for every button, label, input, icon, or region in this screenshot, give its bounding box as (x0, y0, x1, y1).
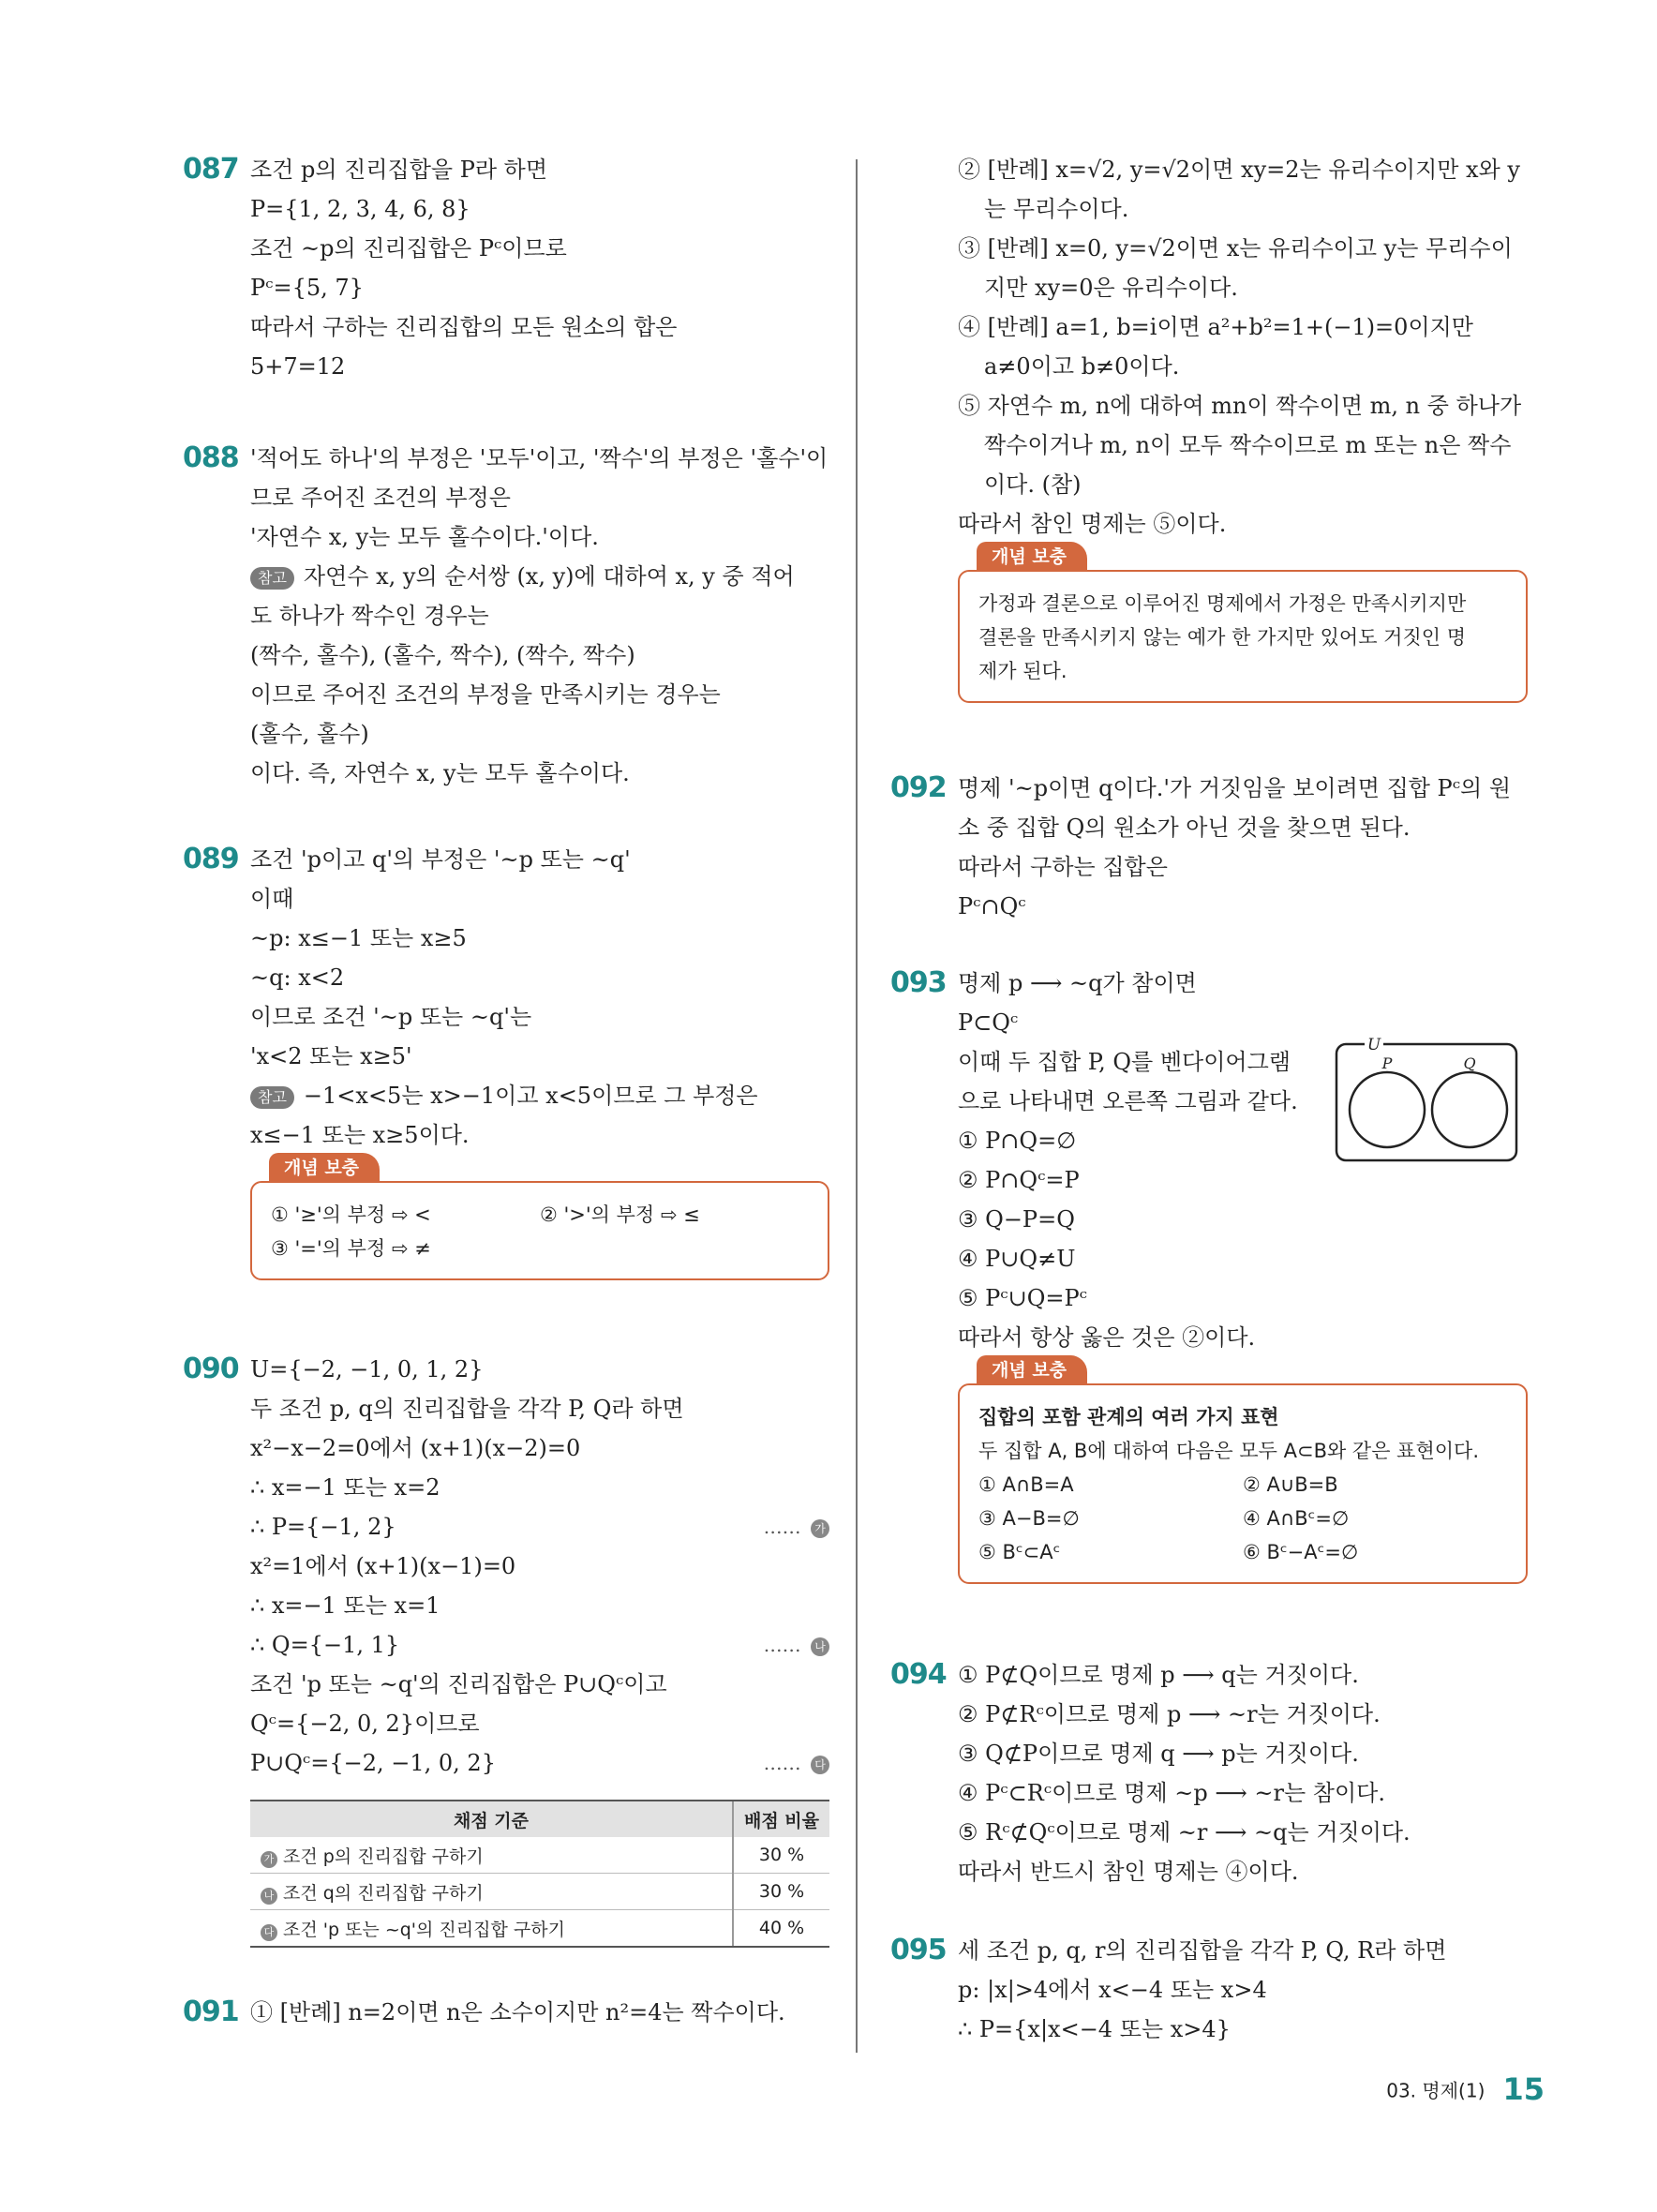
text-line: ⑤ Rᶜ⊄Qᶜ이므로 명제 ~r ⟶ ~q는 거짓이다. (958, 1819, 1411, 1846)
text-line: 으로 나타내면 오른쪽 그림과 같다. (958, 1088, 1298, 1114)
text-line: 이므로 조건 '~p 또는 ~q'는 (250, 1004, 532, 1030)
box-heading: 집합의 포함 관계의 여러 가지 표현 (978, 1406, 1279, 1428)
step-marker: …… 나 (764, 1625, 829, 1665)
problem-087 (183, 150, 829, 386)
problem-number: 093 (890, 966, 947, 999)
box-item: ③ A−B=∅ (978, 1507, 1080, 1530)
text-line: ∴ P={x|x<−4 또는 x>4} (958, 2016, 1231, 2042)
page-number: 15 (1502, 2071, 1545, 2107)
text-line: ③ Q⊄P이므로 명제 q ⟶ p는 거짓이다. (958, 1741, 1359, 1767)
marker-circle: 다 (261, 1924, 277, 1941)
text-line: 따라서 항상 옳은 것은 ②이다. (958, 1324, 1256, 1351)
step-marker: …… 가 (764, 1507, 829, 1547)
problem-091-continued (890, 150, 1528, 703)
text-line: 이때 두 집합 P, Q를 벤다이어그램 (958, 1049, 1291, 1075)
criterion-text: 조건 'p 또는 ~q'의 진리집합 구하기 (283, 1919, 565, 1940)
problem-number: 095 (890, 1934, 947, 1966)
text-line: 조건 'p이고 q'의 부정은 '~p 또는 ~q' (250, 846, 631, 873)
box-item: ① '≥'의 부정 ⇨ < (271, 1203, 431, 1226)
text-line: 'x<2 또는 x≥5' (250, 1043, 412, 1069)
reference-badge: 참고 (250, 1086, 294, 1109)
text-line: ① [반례] n=2이면 n은 소수이지만 n²=4는 짝수이다. (250, 1999, 785, 2025)
box-item: ⑥ Bᶜ−Aᶜ=∅ (1243, 1541, 1359, 1563)
page-footer (1386, 2071, 1545, 2107)
reference-line (250, 1076, 829, 1115)
text-line: 지만 xy=0은 유리수이다. (984, 275, 1238, 301)
table-row (250, 1837, 829, 1874)
box-item: ② '>'의 부정 ⇨ ≤ (540, 1203, 700, 1226)
box-item: ④ A∩Bᶜ=∅ (1243, 1507, 1350, 1530)
marker-circle: 나 (811, 1637, 829, 1656)
text-line: 소 중 집합 Q의 원소가 아닌 것을 찾으면 된다. (958, 815, 1411, 841)
text-line: ① P∩Q=∅ (958, 1128, 1077, 1154)
scoring-table (250, 1800, 829, 1948)
concept-box (958, 1360, 1528, 1584)
venn-label-p: P (1381, 1054, 1393, 1072)
text-line: 짝수이거나 m, n이 모두 짝수이므로 m 또는 n은 짝수 (984, 432, 1512, 458)
text-line: 이때 (250, 886, 294, 912)
concept-box-label: 개념 보충 (269, 1153, 380, 1183)
text-line: Pᶜ∩Qᶜ (958, 893, 1026, 919)
text-line: −1<x<5는 x>−1이고 x<5이므로 그 부정은 (303, 1083, 758, 1109)
text-line: 이다. 즉, 자연수 x, y는 모두 홀수이다. (250, 760, 630, 786)
text-line: '적어도 하나'의 부정은 '모두'이고, '짝수'의 부정은 '홀수'이 (250, 445, 828, 471)
text-line: 명제 '~p이면 q이다.'가 거짓임을 보이려면 집합 Pᶜ의 원 (958, 775, 1512, 801)
concept-box-label: 개념 보충 (977, 542, 1087, 572)
table-cell (250, 1837, 733, 1874)
problem-number: 089 (183, 843, 239, 875)
column-divider (856, 159, 858, 2053)
text-line: ∴ Q={−1, 1} (250, 1632, 400, 1658)
marker-circle: 가 (811, 1519, 829, 1538)
text-line: ④ P∪Q≠U (958, 1246, 1076, 1272)
text-line: Pᶜ={5, 7} (250, 275, 364, 301)
text-line: P∪Qᶜ={−2, −1, 0, 2} (250, 1750, 496, 1776)
problem-number: 087 (183, 153, 239, 186)
text-line: U={−2, −1, 0, 1, 2} (250, 1356, 484, 1382)
text-line: 따라서 참인 명제는 ⑤이다. (958, 511, 1227, 537)
text-line: ∴ x=−1 또는 x=1 (250, 1592, 440, 1619)
text-line-with-marker (250, 1743, 829, 1783)
reference-line (250, 557, 829, 596)
table-cell (250, 1874, 733, 1910)
problem-094 (890, 1655, 1528, 1891)
text-line: Qᶜ={−2, 0, 2}이므로 (250, 1711, 480, 1737)
table-cell: 30 % (733, 1874, 829, 1910)
concept-box-label: 개념 보충 (977, 1355, 1087, 1385)
problem-091 (183, 1993, 829, 2032)
text-line-with-marker (250, 1625, 829, 1665)
text-line: 조건 p의 진리집합을 P라 하면 (250, 157, 548, 183)
problem-095 (890, 1931, 1528, 2049)
marker-circle: 가 (261, 1851, 277, 1868)
box-line: 두 집합 A, B에 대하여 다음은 모두 A⊂B와 같은 표현이다. (978, 1440, 1480, 1462)
problem-093 (890, 964, 1528, 1584)
problem-088 (183, 439, 829, 793)
box-item: ⑤ Bᶜ⊂Aᶜ (978, 1541, 1061, 1563)
text-line: ~p: x≤−1 또는 x≥5 (250, 925, 467, 951)
set-q-circle (1432, 1072, 1507, 1147)
text-line: 따라서 구하는 진리집합의 모든 원소의 합은 (250, 314, 678, 340)
problem-number: 091 (183, 1995, 239, 2028)
text-line: 명제 p ⟶ ~q가 참이면 (958, 970, 1197, 996)
text-line: P⊂Qᶜ (958, 1009, 1019, 1036)
marker-circle: 나 (261, 1888, 277, 1905)
text-line: ∴ P={−1, 2} (250, 1514, 396, 1540)
table-cell: 30 % (733, 1837, 829, 1874)
text-line-with-marker (250, 1507, 829, 1547)
concept-box (958, 546, 1528, 703)
text-line: a≠0이고 b≠0이다. (984, 353, 1180, 380)
table-header: 배점 비율 (733, 1801, 829, 1837)
text-line: (짝수, 홀수), (홀수, 짝수), (짝수, 짝수) (250, 642, 635, 668)
venn-diagram (1333, 1037, 1520, 1164)
text-line: x²−x−2=0에서 (x+1)(x−2)=0 (250, 1435, 581, 1461)
text-line: ② P⊄Rᶜ이므로 명제 p ⟶ ~r는 거짓이다. (958, 1701, 1381, 1727)
table-row (250, 1874, 829, 1910)
text-line: x²=1에서 (x+1)(x−1)=0 (250, 1553, 516, 1579)
text-line: ~q: x<2 (250, 964, 345, 991)
chapter-label: 03. 명제(1) (1386, 2079, 1485, 2102)
table-header: 채점 기준 (250, 1801, 733, 1837)
problem-090 (183, 1350, 829, 1948)
text-line: 세 조건 p, q, r의 진리집합을 각각 P, Q, R라 하면 (958, 1937, 1447, 1964)
box-item: ① A∩B=A (978, 1473, 1074, 1496)
concept-box (250, 1158, 829, 1280)
problem-092 (890, 769, 1528, 926)
criterion-text: 조건 p의 진리집합 구하기 (283, 1846, 484, 1867)
text-line: 5+7=12 (250, 353, 346, 380)
text-line: 이다. (참) (984, 471, 1082, 498)
universal-set-rect (1336, 1044, 1516, 1160)
text-line: 이므로 주어진 조건의 부정을 만족시키는 경우는 (250, 681, 721, 708)
table-row (250, 1910, 829, 1948)
problem-number: 088 (183, 441, 239, 474)
step-marker: …… 다 (764, 1743, 829, 1783)
problem-number: 094 (890, 1658, 947, 1691)
text-line: ∴ x=−1 또는 x=2 (250, 1474, 440, 1501)
text-line: ③ [반례] x=0, y=√2이면 x는 유리수이고 y는 무리수이 (958, 235, 1513, 262)
text-line: ① P⊄Q이므로 명제 p ⟶ q는 거짓이다. (958, 1662, 1359, 1688)
text-line: ⑤ 자연수 m, n에 대하여 mn이 짝수이면 m, n 중 하나가 (958, 393, 1522, 419)
table-cell (250, 1910, 733, 1948)
box-line: 결론을 만족시키지 않는 예가 한 가지만 있어도 거짓인 명 (978, 626, 1466, 649)
text-line: 는 무리수이다. (984, 196, 1129, 222)
venn-label-u: U (1366, 1037, 1381, 1054)
table-cell: 40 % (733, 1910, 829, 1948)
text-line: ② [반례] x=√2, y=√2이면 xy=2는 유리수이지만 x와 y (958, 157, 1520, 183)
problem-number: 092 (890, 771, 947, 804)
box-item: ② A∪B=B (1243, 1473, 1338, 1496)
text-line: ④ [반례] a=1, b=i이면 a²+b²=1+(−1)=0이지만 (958, 314, 1473, 340)
problem-number: 090 (183, 1353, 239, 1385)
box-line: 제가 된다. (978, 660, 1067, 682)
text-line: ⑤ Pᶜ∪Q=Pᶜ (958, 1285, 1087, 1311)
text-line: '자연수 x, y는 모두 홀수이다.'이다. (250, 524, 599, 550)
text-line: 두 조건 p, q의 진리집합을 각각 P, Q라 하면 (250, 1396, 684, 1422)
venn-label-q: Q (1463, 1054, 1476, 1072)
text-line: ② P∩Qᶜ=P (958, 1167, 1080, 1193)
text-line: P={1, 2, 3, 4, 6, 8} (250, 196, 470, 222)
text-line: x≤−1 또는 x≥5이다. (250, 1122, 470, 1148)
criterion-text: 조건 q의 진리집합 구하기 (283, 1882, 484, 1904)
text-line: 자연수 x, y의 순서쌍 (x, y)에 대하여 x, y 중 적어 (303, 563, 795, 590)
text-line: (홀수, 홀수) (250, 721, 369, 747)
table-header-row (250, 1801, 829, 1837)
set-p-circle (1350, 1072, 1425, 1147)
marker-circle: 다 (811, 1756, 829, 1774)
text-line: 므로 주어진 조건의 부정은 (250, 485, 511, 511)
box-line: 가정과 결론으로 이루어진 명제에서 가정은 만족시키지만 (978, 592, 1467, 615)
text-line: 조건 ~p의 진리집합은 Pᶜ이므로 (250, 235, 567, 262)
text-line: 도 하나가 짝수인 경우는 (250, 603, 489, 629)
text-line: p: |x|>4에서 x<−4 또는 x>4 (958, 1977, 1267, 2003)
text-line: ③ Q−P=Q (958, 1206, 1075, 1233)
problem-089 (183, 840, 829, 1280)
box-item: ③ '='의 부정 ⇨ ≠ (271, 1237, 431, 1260)
text-line: 따라서 구하는 집합은 (958, 854, 1168, 880)
text-line: 조건 'p 또는 ~q'의 진리집합은 P∪Qᶜ이고 (250, 1671, 667, 1697)
reference-badge: 참고 (250, 567, 294, 590)
text-line: 따라서 반드시 참인 명제는 ④이다. (958, 1859, 1299, 1885)
text-line: ④ Pᶜ⊂Rᶜ이므로 명제 ~p ⟶ ~r는 참이다. (958, 1780, 1385, 1806)
